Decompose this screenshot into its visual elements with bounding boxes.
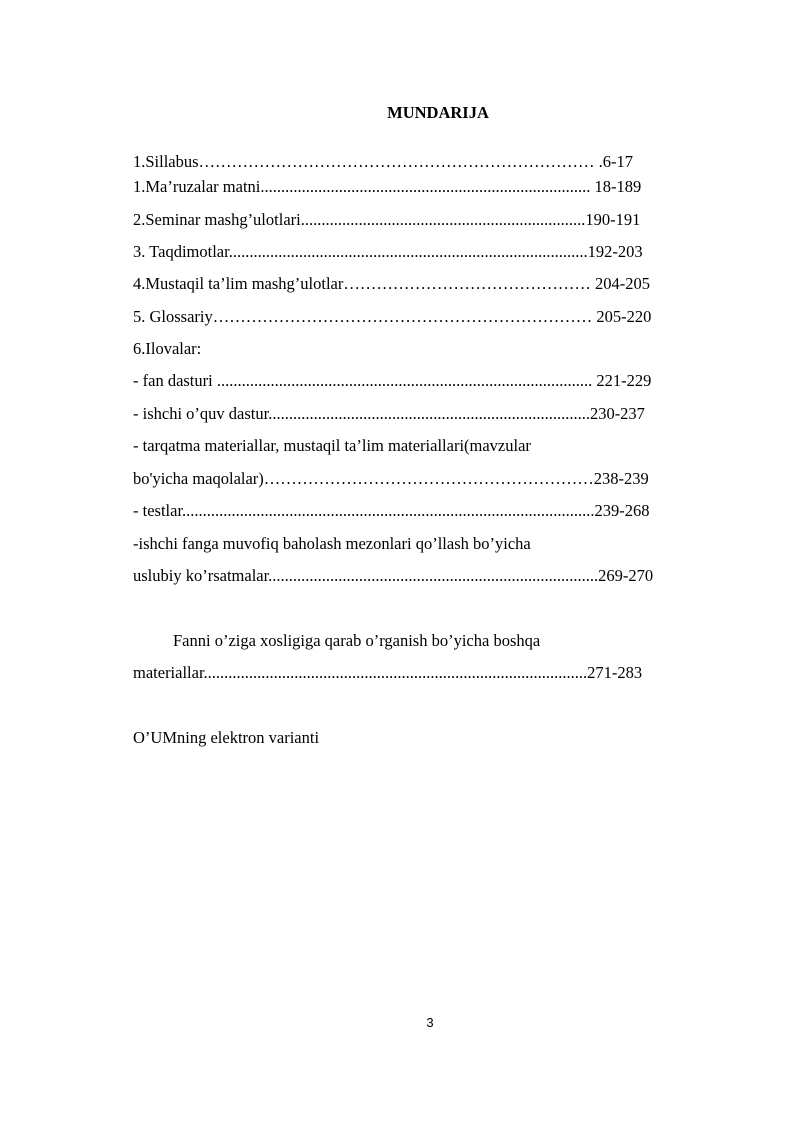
toc-entry-seminar: 2.Seminar mashg’ulotlari.....................................................................190-191	[133, 210, 641, 229]
toc-entry-boshqa-materiallar: Fanni o’ziga xosligiga qarab o’rganish bo’yicha boshqa	[173, 631, 541, 650]
toc-entry-maruzalar-matni: 1.Ma’ruzalar matni................................................................................ 18-189	[133, 177, 642, 196]
toc-entry-glossariy: 5. Glossariy…………………………………………………………… 205-220	[133, 307, 652, 326]
toc-entry-mustaqil-talim: 4.Mustaqil ta’lim mashg’ulotlar……………………………………… 204-205	[133, 274, 650, 293]
toc-entry-tarqatma: - tarqatma materiallar, mustaqil ta’lim materiallari(mavzular	[133, 436, 531, 455]
toc-entry-ishchi-oquv-dastur: - ishchi o’quv dastur..............................................................................230-237	[133, 404, 645, 423]
toc-entry-taqdimotlar: 3. Taqdimotlar.......................................................................................192-203	[133, 242, 643, 261]
toc-entry-elektron-variant: O’UMning elektron varianti	[133, 728, 320, 747]
toc-entry-fan-dasturi: - fan dasturi ........................................................................................... 221-229	[133, 371, 652, 390]
toc-entry-sillabus: 1.Sillabus……………………………………………………………… .6-17	[133, 152, 634, 171]
toc-entry-baholash-mezonlari: -ishchi fanga muvofiq baholash mezonlari qo’llash bo’yicha	[133, 534, 531, 553]
page-number: 3	[426, 1015, 434, 1030]
toc-entry-materiallar: materiallar.............................................................................................271-283	[133, 663, 643, 682]
page-title: MUNDARIJA	[387, 103, 489, 122]
toc-entry-maqolalar: bo'yicha maqolalar)……………………………………………………238-239	[133, 469, 649, 488]
toc-entry-uslubiy-korsatmalar: uslubiy ko’rsatmalar................................................................................269-270	[133, 566, 654, 585]
toc-entry-testlar: - testlar....................................................................................................239-268	[133, 501, 650, 520]
toc-entry-ilovalar: 6.Ilovalar:	[133, 339, 202, 358]
